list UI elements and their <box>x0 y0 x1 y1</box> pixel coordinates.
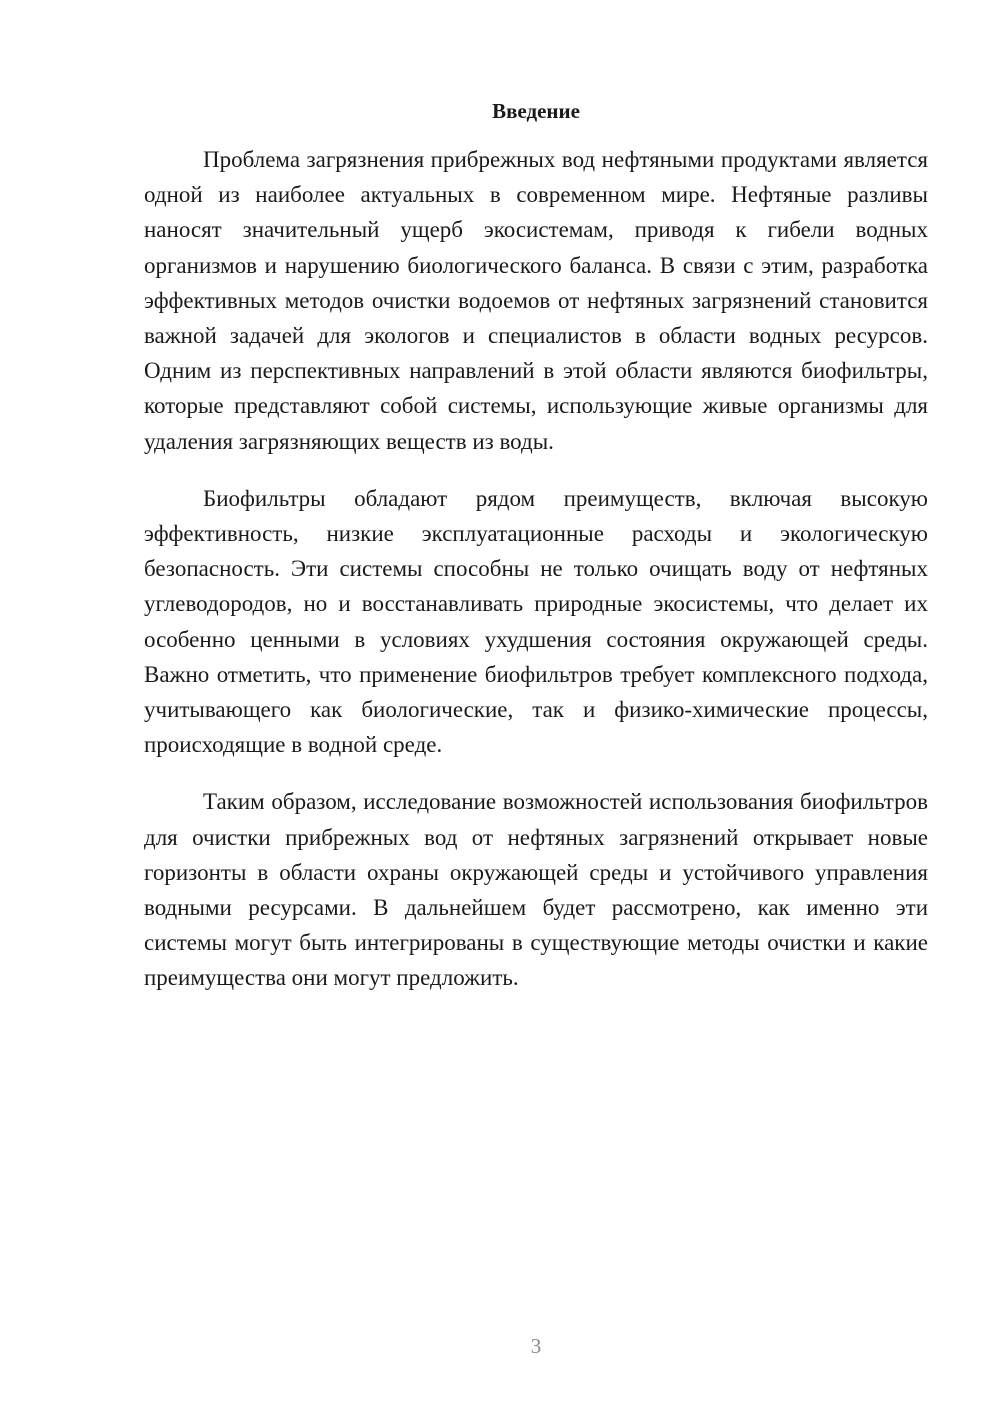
body-text <box>144 142 928 996</box>
page-title: Введение <box>492 99 580 123</box>
page-number: 3 <box>530 1334 542 1358</box>
paragraph-2: Биофильтры обладают рядом преимуществ, включая высокую эффективность, низкие эксплуатационные расходы и экологическую безопасность. Эти системы способны не только очищать воду от нефтяных углеводородов, но и восстанавливать природные экосистемы, что делает их особенно ценными в условиях ухудшения состояния окружающей среды. Важно отметить, что применение биофильтров требует комплексного подхода, учитывающего как биологические, так и физико-химические процессы, происходящие в водной среде. <box>144 485 928 758</box>
paragraph-3: Таким образом, исследование возможностей использования биофильтров для очистки прибрежных вод от нефтяных загрязнений открывает новые горизонты в области охраны окружающей среды и устойчивого управления водными ресурсами. В дальнейшем будет рассмотрено, как именно эти системы могут быть интегрированы в существующие методы очистки и какие преимущества они могут предложить. <box>144 789 928 991</box>
paragraph-1: Проблема загрязнения прибрежных вод нефтяными продуктами является одной из наиболее актуальных в современном мире. Нефтяные разливы наносят значительный ущерб экосистемам, приводя к гибели водных организмов и нарушению биологического баланса. В связи с этим, разработка эффективных методов очистки водоемов от нефтяных загрязнений становится важной задачей для экологов и специалистов в области водных ресурсов. Одним из перспективных направлений в этой области являются биофильтры, которые представляют собой системы, использующие живые организмы для удаления загрязняющих веществ из воды. <box>144 147 928 454</box>
